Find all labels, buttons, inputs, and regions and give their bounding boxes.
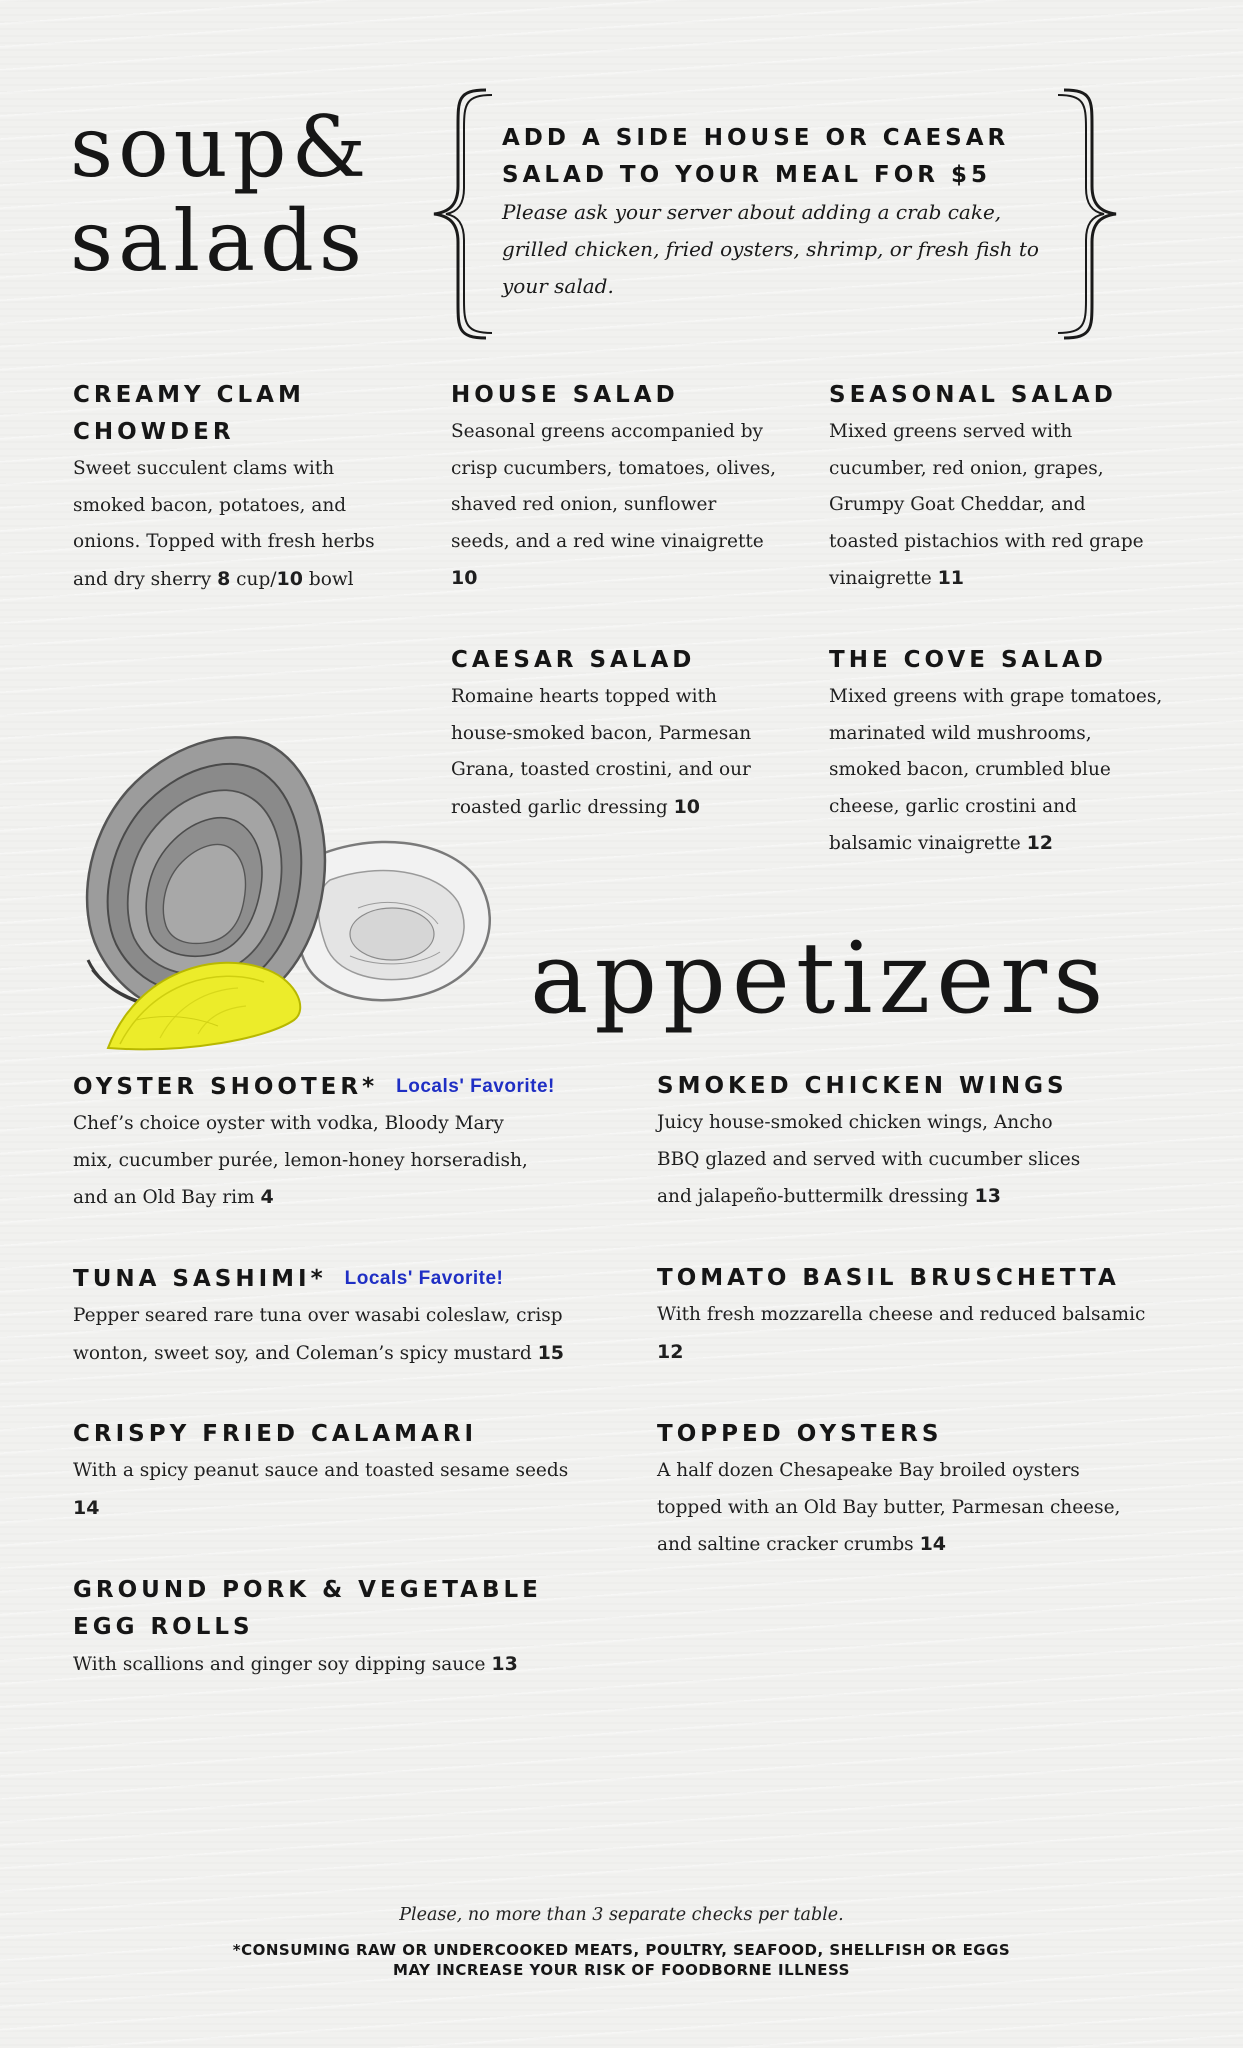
menu-item-smoked-chicken-wings: [657, 1068, 1217, 1216]
item-desc-line: Romaine hearts topped with: [451, 686, 717, 707]
item-desc-last-line: and jalapeño-buttermilk dressing 13: [657, 1185, 1001, 1207]
item-desc-line: cucumber, red onion, grapes,: [829, 457, 1104, 479]
item-desc-last-line: vinaigrette 11: [829, 567, 965, 589]
foodborne-warning-line1: *CONSUMING RAW OR UNDERCOOKED MEATS, POULTRY, SEAFOOD, SHELLFISH OR EGGS: [232, 1941, 1011, 1959]
right-curly-brace-icon: [1052, 86, 1122, 342]
item-name: CRISPY FRIED CALAMARI: [73, 1421, 478, 1447]
oyster-illustration-icon: [68, 720, 508, 1060]
item-desc-line: smoked bacon, crumbled blue: [829, 759, 1111, 780]
item-desc-last-line: With scallions and ginger soy dipping sauce 13: [73, 1653, 518, 1675]
item-name: HOUSE SALAD: [451, 382, 679, 408]
item-desc-line: Sweet succulent clams with: [73, 458, 335, 479]
item-desc-last-line: and saltine cracker crumbs 14: [657, 1533, 947, 1555]
menu-item-egg-rolls: [73, 1572, 633, 1684]
price-bowl: 10: [276, 567, 303, 590]
item-desc-line: With a spicy peanut sauce and toasted sesame seeds: [73, 1460, 569, 1481]
menu-item-seasonal-salad: [829, 377, 1209, 598]
soup-salads-title: [70, 100, 371, 288]
price-cup: 8: [217, 567, 231, 590]
appetizers-title: appetizers: [530, 922, 1110, 1036]
item-name: SEASONAL SALAD: [829, 382, 1117, 408]
item-desc-last-line: roasted garlic dressing 10: [451, 795, 701, 818]
menu-item-creamy-clam-chowder: [73, 377, 423, 598]
item-desc-line: Mixed greens with grape tomatoes,: [829, 686, 1163, 707]
item-price: 14: [73, 1496, 100, 1519]
soup-salads-title-line1: soup&: [70, 98, 372, 196]
item-desc-line: toasted pistachios with red grape: [829, 530, 1144, 552]
soup-salads-title-line2: salads: [70, 192, 368, 290]
callout-heading-line1: ADD A SIDE HOUSE OR CAESAR: [502, 125, 1010, 151]
item-price: 11: [937, 567, 965, 589]
item-desc-line: marinated wild mushrooms,: [829, 722, 1092, 744]
item-desc-line: crisp cucumbers, tomatoes, olives,: [451, 457, 776, 479]
menu-item-house-salad: [451, 377, 811, 598]
item-desc-last-line: wonton, sweet soy, and Coleman’s spicy mustard 15: [73, 1341, 565, 1364]
item-name: TOPPED OYSTERS: [657, 1421, 943, 1447]
item-desc-line: With fresh mozzarella cheese and reduced balsamic: [657, 1304, 1146, 1325]
item-desc-line: cheese, garlic crostini and: [829, 795, 1077, 817]
item-desc-last-line: and an Old Bay rim 4: [73, 1186, 274, 1208]
callout-italic-line1: Please ask your server about adding a crab cake,: [502, 200, 1002, 224]
callout-heading-line2: SALAD TO YOUR MEAL FOR $5: [502, 162, 992, 188]
item-desc-line: Grumpy Goat Cheddar, and: [829, 494, 1086, 515]
left-curly-brace-icon: [428, 86, 498, 342]
locals-favorite-badge: Locals' Favorite!: [344, 1268, 504, 1289]
menu-item-tuna-sashimi: [73, 1260, 633, 1372]
checks-policy-note: Please, no more than 3 separate checks per table.: [399, 1905, 844, 1925]
item-name: SMOKED CHICKEN WINGS: [657, 1073, 1068, 1099]
menu-item-oyster-shooter: [73, 1068, 633, 1217]
item-price: 12: [657, 1340, 684, 1363]
item-name: THE COVE SALAD: [829, 647, 1107, 673]
item-price: 10: [673, 795, 701, 818]
item-price: 14: [919, 1533, 947, 1555]
item-desc-line: onions. Topped with fresh herbs: [73, 531, 375, 552]
callout-italic-line2: grilled chicken, fried oysters, shrimp, or fresh fish to: [502, 237, 1039, 261]
menu-item-crispy-fried-calamari: [73, 1416, 633, 1527]
item-price: 10: [451, 567, 478, 589]
callout-italic-line3: your salad.: [502, 274, 614, 298]
item-price: 13: [974, 1185, 1001, 1207]
salad-add-on-callout: [502, 120, 1062, 305]
menu-item-tomato-basil-bruschetta: [657, 1260, 1217, 1371]
item-name: TOMATO BASIL BRUSCHETTA: [657, 1265, 1120, 1291]
item-desc-line: Juicy house-smoked chicken wings, Ancho: [657, 1112, 1053, 1133]
item-desc-line: shaved red onion, sunflower: [451, 494, 717, 515]
menu-item-cove-salad: [829, 642, 1219, 863]
item-name-line: EGG ROLLS: [73, 1614, 254, 1640]
item-desc-line: A half dozen Chesapeake Bay broiled oysters: [657, 1460, 1080, 1481]
item-name-row: TUNA SASHIMI* Locals' Favorite!: [73, 1266, 504, 1292]
item-desc-line: BBQ glazed and served with cucumber slices: [657, 1148, 1081, 1170]
item-desc-line: topped with an Old Bay butter, Parmesan cheese,: [657, 1496, 1121, 1518]
item-name: CAESAR SALAD: [451, 647, 696, 673]
menu-item-topped-oysters: [657, 1416, 1217, 1564]
item-name-row: OYSTER SHOOTER* Locals' Favorite!: [73, 1074, 555, 1100]
item-desc-line: Seasonal greens accompanied by: [451, 421, 763, 442]
foodborne-warning-line2: MAY INCREASE YOUR RISK OF FOODBORNE ILLNESS: [393, 1961, 850, 1979]
item-desc-line: house-smoked bacon, Parmesan: [451, 722, 752, 744]
item-desc-line: Pepper seared rare tuna over wasabi coleslaw, crisp: [73, 1305, 563, 1326]
item-desc-line: Mixed greens served with: [829, 421, 1073, 442]
item-desc-line: Grana, toasted crostini, and our: [451, 759, 751, 780]
item-desc-line: Chef’s choice oyster with vodka, Bloody Mary: [73, 1113, 504, 1134]
item-desc-line: mix, cucumber purée, lemon-honey horseradish,: [73, 1149, 528, 1171]
item-price: 13: [491, 1653, 518, 1675]
item-desc-line: seeds, and a red wine vinaigrette: [451, 530, 764, 552]
item-desc-line: smoked bacon, potatoes, and: [73, 494, 347, 516]
item-desc-last-line: and dry sherry 8 cup/10 bowl: [73, 567, 354, 590]
item-price: 15: [537, 1341, 565, 1364]
item-name-line: CREAMY CLAM: [73, 382, 305, 408]
item-desc-last-line: balsamic vinaigrette 12: [829, 832, 1054, 854]
locals-favorite-badge: Locals' Favorite!: [396, 1076, 555, 1097]
item-price: 12: [1026, 832, 1054, 854]
item-price: 4: [260, 1186, 274, 1208]
item-name-line: GROUND PORK & VEGETABLE: [73, 1577, 542, 1603]
item-name-line: CHOWDER: [73, 419, 235, 445]
